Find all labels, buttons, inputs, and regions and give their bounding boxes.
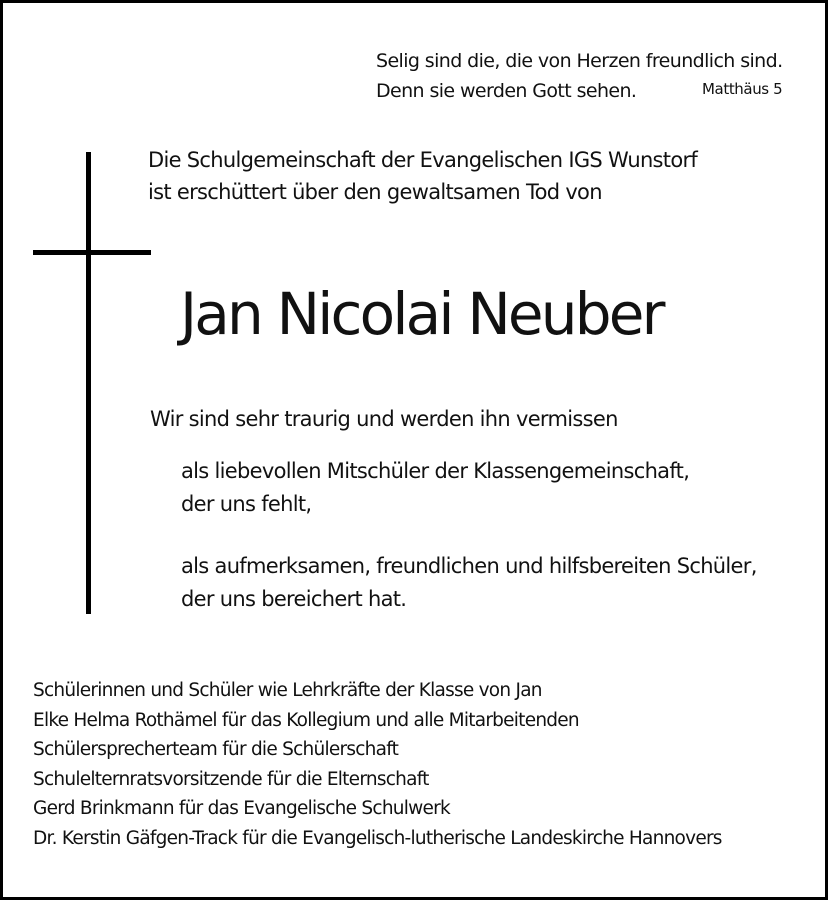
signatory-4: Schulelternratsvorsitzende für die Elternschaft — [33, 768, 429, 790]
signatory-1: Schülerinnen und Schüler wie Lehrkräfte der Klasse von Jan — [33, 680, 542, 701]
cross-icon-vertical-bar — [86, 152, 91, 614]
trait-1-line-2: der uns fehlt, — [181, 492, 312, 516]
trait-2-line-2: der uns bereichert hat. — [181, 587, 407, 611]
verse-line-1: Selig sind die, die von Herzen freundlich sind. — [376, 50, 783, 72]
intro-line-2: ist erschüttert über den gewaltsamen Tod von — [148, 180, 602, 204]
signatories-list — [33, 676, 722, 853]
signatory-6: Dr. Kerstin Gäfgen-Track für die Evangelisch-lutherische Landeskirche Hannovers — [33, 827, 722, 849]
trait-2-line-1: als aufmerksamen, freundlichen und hilfsbereiten Schüler, — [181, 554, 757, 578]
intro-text — [148, 144, 697, 208]
signatory-2: Elke Helma Rothämel für das Kollegium und alle Mitarbeitenden — [33, 709, 579, 731]
verse-reference: Matthäus 5 — [702, 80, 783, 98]
trait-paragraph-2 — [181, 550, 757, 616]
deceased-name: Jan Nicolai Neuber — [180, 280, 663, 348]
intro-line-1: Die Schulgemeinschaft der Evangelischen IGS Wunstorf — [148, 148, 698, 172]
grief-statement: Wir sind sehr traurig und werden ihn vermissen — [150, 407, 618, 431]
signatory-3: Schülersprecherteam für die Schülerschaft — [33, 739, 399, 760]
verse-line-2: Denn sie werden Gott sehen. — [376, 80, 637, 102]
signatory-5: Gerd Brinkmann für das Evangelische Schulwerk — [33, 798, 450, 819]
trait-1-line-1: als liebevollen Mitschüler der Klassengemeinschaft, — [181, 459, 690, 483]
cross-icon-horizontal-bar — [33, 250, 151, 255]
trait-paragraph-1 — [181, 455, 689, 521]
